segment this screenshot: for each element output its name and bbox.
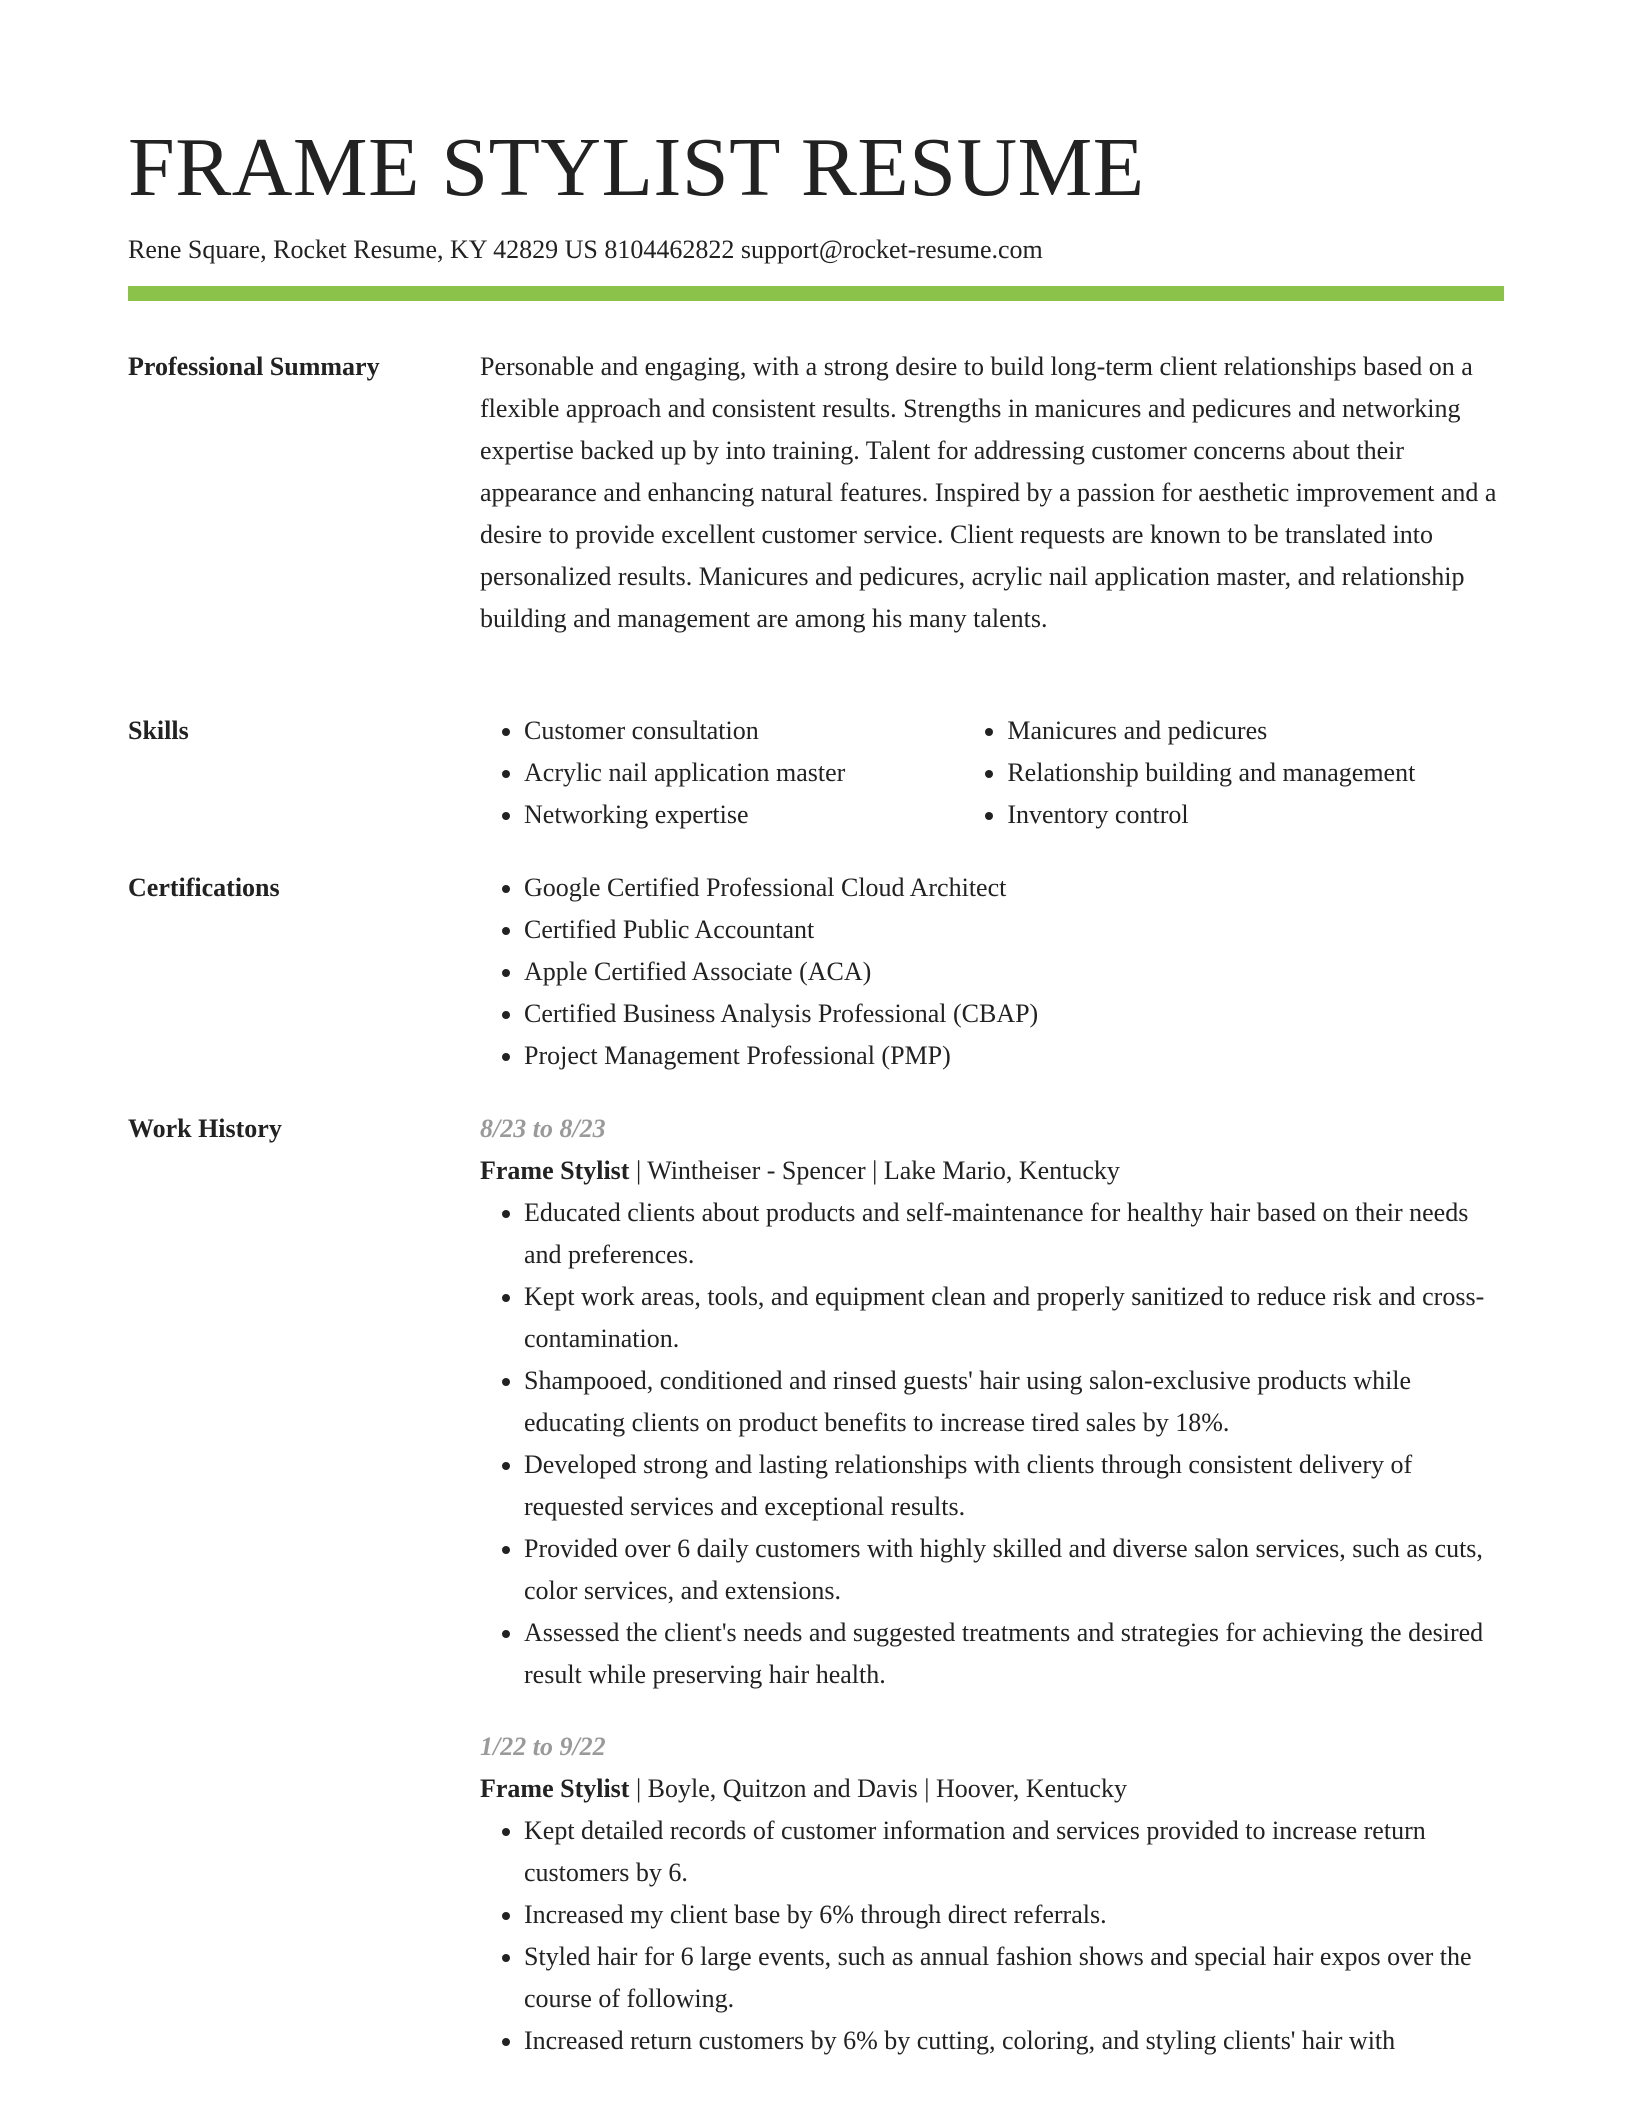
certifications-list (480, 867, 1504, 1077)
skills-list-left (480, 710, 963, 836)
job-bullet: • Increased my client base by 6% through direct referrals. (524, 1894, 1504, 1936)
skill-item: • Acrylic nail application master (524, 752, 963, 794)
job-dates: 1/22 to 9/22 (480, 1732, 606, 1761)
section-label-summary: Professional Summary (128, 352, 380, 381)
job-bullet: • Kept work areas, tools, and equipment clean and properly sanitized to reduce risk and cross-contamination. (524, 1276, 1504, 1360)
job-heading (480, 1768, 1504, 1810)
job-bullet: • Assessed the client's needs and suggested treatments and strategies for achieving the desired result while preserving hair health. (524, 1612, 1504, 1696)
job-entry (480, 1726, 1504, 2062)
skills-list-right (963, 710, 1504, 836)
section-label-certifications: Certifications (128, 873, 280, 902)
skill-item: • Relationship building and management (1007, 752, 1504, 794)
job-bullet: • Shampooed, conditioned and rinsed guests' hair using salon-exclusive products while educating clients on product benefits to increase tired sales by 18%. (524, 1360, 1504, 1444)
skill-item: • Inventory control (1007, 794, 1504, 836)
job-bullets (480, 1192, 1504, 1696)
certification-item: • Google Certified Professional Cloud Architect (524, 867, 1504, 909)
certification-item: • Certified Business Analysis Professional (CBAP) (524, 993, 1504, 1035)
certification-item: • Certified Public Accountant (524, 909, 1504, 951)
contact-line: Rene Square, Rocket Resume, KY 42829 US 8104462822 support@rocket-resume.com (128, 235, 1043, 264)
skill-item: • Manicures and pedicures (1007, 710, 1504, 752)
job-dates: 8/23 to 8/23 (480, 1114, 606, 1143)
summary-text: Personable and engaging, with a strong desire to build long-term client relationships based on a flexible approach and consistent results. Strengths in manicures and pedicures and networking expertise backed up by into training. Talent for addressing customer concerns about their appearance and enhancing natural features. Inspired by a passion for aesthetic improvement and a desire to provide excellent customer service. Client requests are known to be translated into personalized results. Manicures and pedicures, acrylic nail application master, and relationship building and management are among his many talents. (480, 352, 1497, 633)
certification-item: • Project Management Professional (PMP) (524, 1035, 1504, 1077)
job-bullet: • Increased return customers by 6% by cutting, coloring, and styling clients' hair with (524, 2020, 1504, 2062)
resume-title: FRAME STYLIST RESUME (128, 121, 1145, 214)
job-entry (480, 1108, 1504, 1696)
job-bullets (480, 1810, 1504, 2062)
skill-item: • Networking expertise (524, 794, 963, 836)
section-label-skills: Skills (128, 716, 189, 745)
job-bullet: • Styled hair for 6 large events, such as annual fashion shows and special hair expos over the course of following. (524, 1936, 1504, 2020)
job-bullet: • Provided over 6 daily customers with highly skilled and diverse salon services, such as cuts, color services, and extensions. (524, 1528, 1504, 1612)
job-heading (480, 1150, 1504, 1192)
job-bullet: • Educated clients about products and self-maintenance for healthy hair based on their needs and preferences. (524, 1192, 1504, 1276)
job-details: | Boyle, Quitzon and Davis | Hoover, Kentucky (629, 1774, 1127, 1803)
job-details: | Wintheiser - Spencer | Lake Mario, Kentucky (629, 1156, 1120, 1185)
certification-item: • Apple Certified Associate (ACA) (524, 951, 1504, 993)
job-bullet: • Kept detailed records of customer information and services provided to increase return customers by 6. (524, 1810, 1504, 1894)
section-label-work-history: Work History (128, 1114, 282, 1143)
skill-item: • Customer consultation (524, 710, 963, 752)
job-bullet: • Developed strong and lasting relationships with clients through consistent delivery of requested services and exceptional results. (524, 1444, 1504, 1528)
job-title: Frame Stylist (480, 1774, 630, 1803)
accent-divider (128, 286, 1504, 301)
job-title: Frame Stylist (480, 1156, 630, 1185)
